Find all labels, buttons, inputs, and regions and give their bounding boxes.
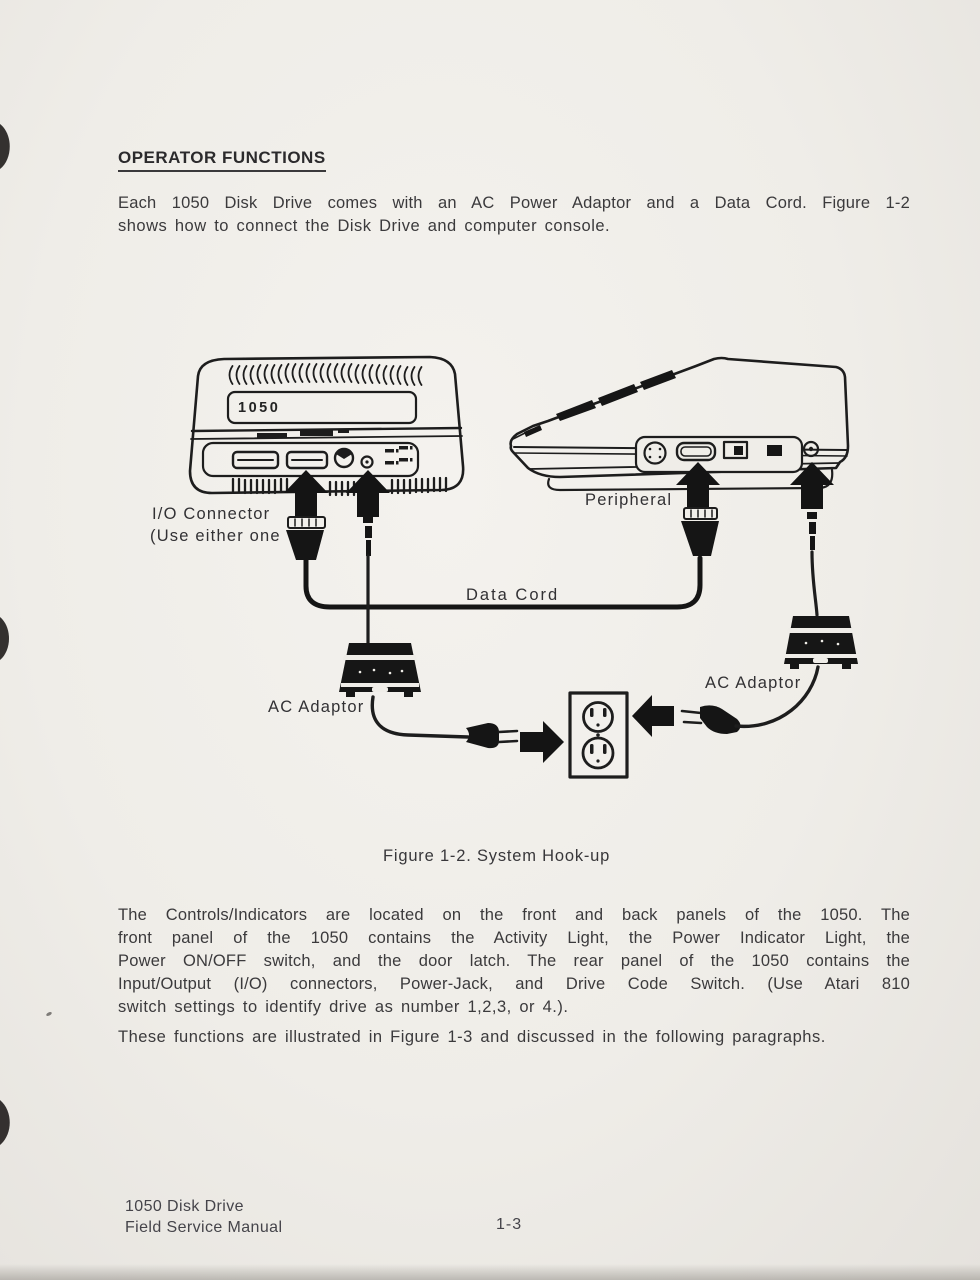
drive-model-label: 1050 [238,400,281,416]
paragraph-line: Each 1050 Disk Drive comes with an AC Power Adaptor and a Data Cord. Figure 1-2 [118,194,910,212]
io-connector-label: I/O Connector [152,505,271,523]
switch-port [724,442,747,458]
ac-adaptor-left [339,643,468,737]
ac-adaptor-label-right: AC Adaptor [705,674,802,692]
console-base [548,470,832,490]
paragraph-line: Input/Output (I/O) connectors, Power-Jack, and Drive Code Switch. (Use Atari 810 [118,975,910,993]
console-port-panel [636,437,802,472]
footer-doc-title: 1050 Disk Drive [125,1198,244,1215]
arrow-into-outlet-right [632,695,674,737]
ac-adaptor-label-left: AC Adaptor [268,698,365,716]
up-arrow-io-port [284,470,328,517]
din-monitor-connector [645,443,666,464]
paragraph-line: Power ON/OFF switch, and the door latch. The rear panel of the 1050 contains the [118,952,910,970]
io-connector-label-2: (Use either one [150,527,281,545]
drive-code-switches [385,446,413,465]
rear-port-panel [203,443,418,476]
paragraph-line: front panel of the 1050 contains the Activity Light, the Power Indicator Light, the [118,929,910,947]
drive-power-cable [363,516,373,646]
power-plug-right [682,705,741,734]
up-arrow-console-power [790,462,834,509]
keyboard-keys [524,370,676,437]
data-cord-plug-drive [286,517,325,560]
panel-print-smudges [257,429,349,438]
io-connector-port-1 [233,452,278,468]
data-cord-label: Data Cord [466,586,560,604]
footer [125,1196,282,1238]
scan-binder-marks [0,124,52,1145]
adaptor-output-cable-right [736,667,818,726]
up-arrow-power-jack [346,470,390,517]
drive-label-plate [228,392,416,423]
up-arrow-peripheral-port [676,462,720,509]
section-heading: OPERATOR FUNCTIONS [118,148,326,172]
power-jack [362,457,373,468]
body-paragraph-1 [118,904,910,1019]
io-connector-port-2 [287,452,327,468]
power-switch [335,449,353,467]
top-vent-slots [230,364,422,385]
bottom-vent-slots [233,478,446,495]
paragraph-line: shows how to connect the Disk Drive and computer console. [118,217,611,235]
paragraph-line: switch settings to identify drive as number 1,2,3, or 4.). [118,998,569,1016]
arrow-into-outlet-left [520,721,564,763]
hookup-arrows [284,462,834,517]
barrel-plug-console [807,512,817,550]
peripheral-port [677,443,715,460]
intro-paragraph [118,192,910,238]
ac-adaptor-right [736,512,858,726]
disk-drive-rear-view [190,357,463,495]
power-plug-left [466,723,517,748]
computer-console-side-view [511,358,848,490]
peripheral-label: Peripheral [585,491,673,509]
wall-outlet [570,693,627,777]
body-paragraph-2: These functions are illustrated in Figure 1-3 and discussed in the following paragraphs. [118,1028,826,1046]
adaptor-output-cable-left [372,697,468,737]
page-number: 1-3 [496,1216,523,1233]
console-power-cable [812,552,817,615]
figure-caption: Figure 1-2. System Hook-up [383,847,611,865]
data-cord-cable [286,508,719,607]
footer-doc-subtitle: Field Service Manual [125,1219,283,1236]
paragraph-line: The Controls/Indicators are located on the front and back panels of the 1050. The [118,906,910,924]
cartridge-slot-port [767,445,782,456]
barrel-plug-drive [363,516,373,556]
console-power-jack [804,442,818,456]
scan-edge-shadow [0,1264,980,1280]
data-cord-plug-console [681,508,719,556]
